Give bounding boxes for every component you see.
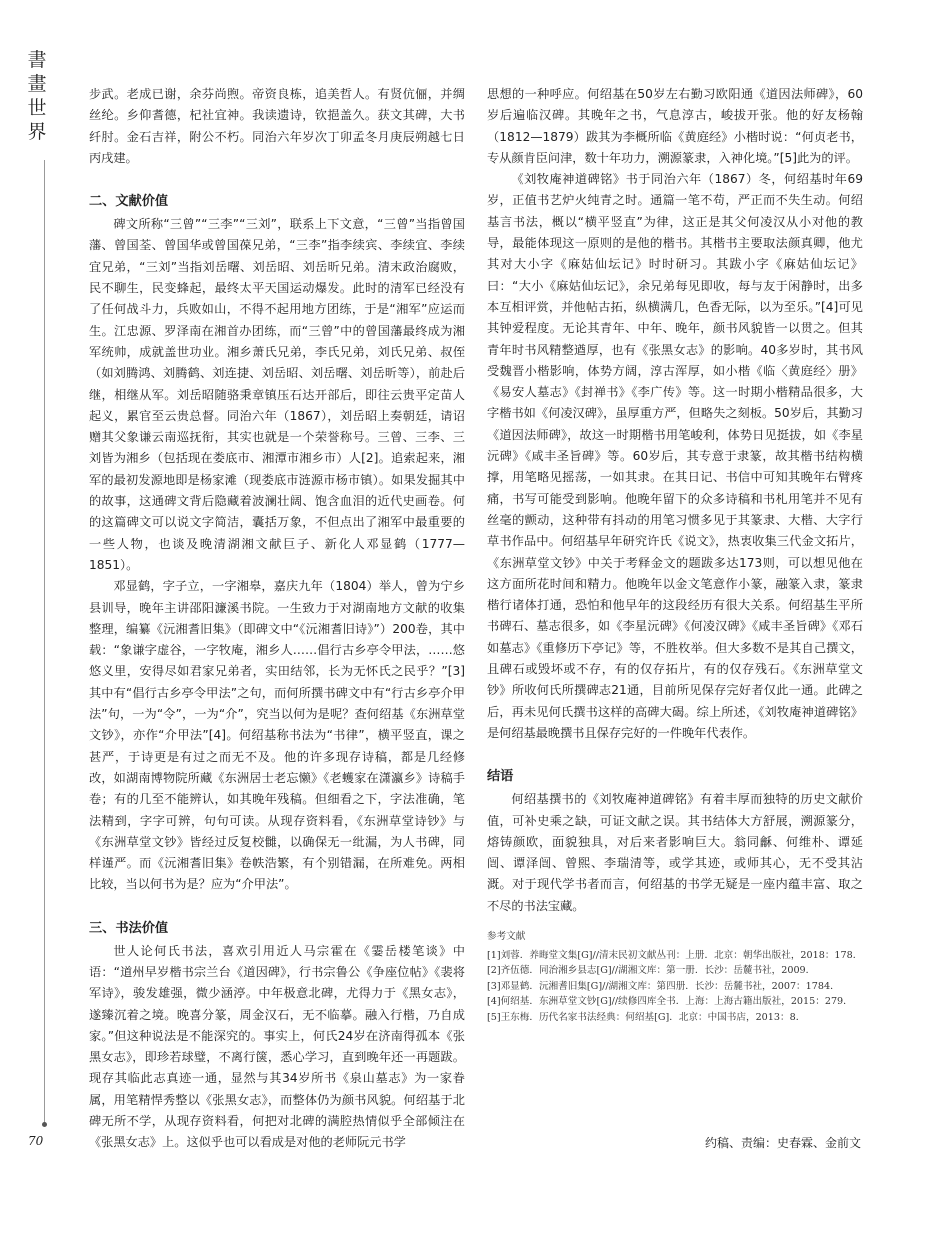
section-heading-calligraphy-value: 三、书法价值	[89, 920, 169, 936]
section-heading-documentary-value: 二、文献价值	[89, 194, 169, 210]
references-title: 参考文献	[487, 930, 526, 942]
body-paragraph: 世人论何氏书法，喜欢引用近人马宗霍在《霎岳楼笔谈》中语：“道州早岁楷书宗兰台《道因碑》，行书宗鲁公《争座位帖》《裴将军诗》，骏发雄强，微少涵渟。中年极意北碑，尤得力于《黑女志》，遂臻沉着之境。晚喜分篆，周金汉石，无不临摹。融入行楷，乃自成家。”但这种说法是不能深究的。事实上，何氏24岁在济南得孤本《张黑女志》，即珍若球璧，不离行箧，悉心学习，直到晚年还一再题跋。现存其临此志真迹一通，显然与其34岁所书《泉山墓志》为一家眷属，用笔精悍秀整以《张黑女志》，而整体仍为颜书风貌。何绍基于北碑无所不学，从现存资料看，何把对北碑的满腔热情似乎全部倾注在《张黑女志》上。这似乎也可以看成是对他的老师阮元书学	[89, 943, 465, 1150]
reference-item: [5]王东梅．历代名家书法经典：何绍基[G]．北京：中国书店，2013：8．	[487, 1011, 806, 1023]
left-column	[89, 84, 465, 1154]
conclusion-paragraph: 何绍基撰书的《刘牧庵神道碑铭》有着丰厚而独特的历史文献价值，可补史乘之缺，可证文献之误。其书结体大方舒展，溯源篆分，熔铸颜欧，面貌独具，对后来者影响巨大。翁同龢、何维朴、谭延闿、谭泽闿、曾熙、李瑞清等，或学其迹，或师其心，无不受其沾溉。对于现代学书者而言，何绍基的书学无疑是一座内蕴丰富、取之不尽的书法宝藏。	[487, 792, 863, 913]
editor-credit: 约稿、责编：史春霖、金前文	[704, 1136, 861, 1150]
sidebar-divider	[44, 160, 45, 1125]
reference-item: [4]何绍基．东洲草堂文钞[G]//续修四库全书．上海：上海古籍出版社，2015：279．	[487, 996, 853, 1008]
reference-item: [3]邓显鹤．沅湘耆旧集[G]//湖湘文库：第四册．长沙：岳麓书社，2007：1784．	[487, 980, 840, 992]
body-paragraph: 碑文所称“三曾”“三李”“三刘”，联系上下文意，“三曾”当指曾国藩、曾国荃、曾国华或曾国葆兄弟，“三李”指李续宾、李续宜、李续宜兄弟，“三刘”当指刘岳曙、刘岳昭、刘岳昕兄弟。清末政治腐败，民不聊生，民变蜂起，最终太平天国运动爆发。此时的清军已经没有了任何战斗力，兵败如山，不得不起用地方团练，于是“湘军”应运而生。江忠源、罗泽南在湘首办团练，而“三曾”中的曾国藩最终成为湘军统帅，成就盖世功业。湘乡萧氏兄弟，李氏兄弟，刘氏兄弟、叔侄（如刘腾鸿、刘腾鹤、刘连捷、刘岳昭、刘岳曙、刘岳昕等），前赴后继，相继从军。刘岳昭随骆秉章镇压石达开部后，即往云贵平定苗人起义，累官至云贵总督。同治六年（1867），刘岳昭上奏朝廷，请诏赠其父象谦云南巡抚衔，其实也就是一个荣誉称号。三曾、三李、三刘皆为湘乡（包括现在娄底市、湘潭市湘乡市）人[2]。追索起来，湘军的最初发源地即是杨家滩（现娄底市涟源市杨市镇）。如果发掘其中的故事，这通碑文背后隐藏着波澜壮阔、饱含血泪的近代史画卷。何的这篇碑文可以说文字简洁，囊括万象，不但点出了湘军中最重要的一些人物，也谈及晚清湖湘文献巨子、新化人邓显鹤（1777—1851）。	[89, 217, 465, 572]
body-paragraph: 邓显鹤，字子立，一字湘皋，嘉庆九年（1804）举人，曾为宁乡县训导，晚年主讲邵阳濂溪书院。一生致力于对湖南地方文献的收集整理，编纂《沅湘耆旧集》（即碑文中“《沅湘耆旧诗》”）200卷，其中载：“象谦字虚谷，一字牧庵，湘乡人……倡行古乡亭令甲法，……悠悠义里，安得尽如君家兄弟者，实田结邻，长为无怀氏之民乎？”[3]其中有“倡行古乡亭令甲法”之句，而何所撰书碑文中有“行古乡亭介甲法”句，一为“令”，一为“介”，究当以何为是呢？查何绍基《东洲草堂文钞》，亦作“介甲法”[4]。何绍基称书法为“书律”，横平竖直，课之甚严，于诗更是有过之而无不及。他的许多现存诗稿，都是几经修改，如湖南博物院所藏《东洲居士老忘懒》《老蠖家在潇瀛乡》诗稿手卷；有的几至不能辨认，如其晚年残稿。但细看之下，字法准确，笔法精到，字字可辨，句句可读。从现存资料看，《东洲草堂诗钞》与《东洲草堂文钞》皆经过反复校雠，以确保无一纰漏，为人书碑，同样谨严。而《沅湘耆旧集》卷帙浩繁，有个别错漏，在所难免。两相比较，当以何书为是？应为“介甲法”。	[89, 579, 465, 892]
reference-item: [1]刘蓉．养晦堂文集[G]//清末民初文献丛刊：上册．北京：朝华出版社，2018：178．	[487, 949, 863, 961]
references	[487, 929, 863, 1026]
body-paragraph-continued: 思想的一种呼应。何绍基在50岁左右勤习欧阳通《道因法师碑》，60岁后遍临汉碑。其晚年之书，气息淳古，峻拔开张。他的好友杨翰（1812—1879）跋其为李概所临《黄庭经》小楷时说：“何贞老书，专从颜肯臣问津，数十年功力，溯源篆隶，入神化境。”[5]此为的评。	[487, 87, 863, 165]
magazine-logo: 書畫世界	[27, 49, 47, 143]
reference-item: [2]齐伍德．同治湘乡县志[G]//湖湘文库：第一册．长沙：岳麓书社，2009．	[487, 965, 816, 977]
page-marker-dot	[42, 1122, 47, 1127]
page-number: 70	[28, 1134, 44, 1148]
opening-paragraph: 步武。老成已谢，余芬尚煦。帝资良栋，追美哲人。有贤伉俪，并绸丝纶。乡仰耆德，杞社宜神。我读遗诗，钦挹盖久。获文其碑，大书纤肘。金石吉祥，附公不朽。同治六年岁次丁卯孟冬月庚辰朔越七日丙戌建。	[89, 87, 465, 165]
sidebar	[0, 0, 70, 1260]
right-column	[487, 84, 863, 1026]
body-paragraph: 《刘牧庵神道碑铭》书于同治六年（1867）冬，何绍基时年69岁，正值书艺炉火纯青之时。通篇一笔不苟，严正而不失生动。何绍基言书法，概以“横平竖直”为律，这正是其父何凌汉从小对他的教导，最能体现这一原则的是他的楷书。其楷书主要取法颜真卿，他尤其对大小字《麻姑仙坛记》时时研习。其跋小字《麻姑仙坛记》曰：“大小《麻姑仙坛记》，余兄弟每见即收，每与友于闲静时，出多本互相评赏，并他帖古拓，纵横满几，色香无际，以为至乐。”[4]可见其钟爱程度。无论其青年、中年、晚年，颜书风貌皆一以贯之。但其青年时书风精整遒厚，也有《张黑女志》的影响。40多岁时，其书风受魏晋小楷影响，体势方阔，淳古浑厚，如小楷《临〈黄庭经〉册》《易安人墓志》《封禅书》《李广传》等。这一时期小楷精品很多，大字楷书如《何凌汉碑》，虽厚重方严，但略失之刻板。50岁后，其勤习《道因法师碑》，故这一时期楷书用笔峻利，体势日见挺拔，如《李星沅碑》《咸丰圣旨碑》等。60岁后，其专意于隶篆，故其楷书结构横撑，用笔略见摇荡，一如其隶。在其日记、书信中可知其晚年右臂疼痛，书写可能受到影响。他晚年留下的众多诗稿和书札用笔并不见有丝毫的颤动，这种带有抖动的用笔习惯多见于其篆隶、大楷、大字行草书作品中。何绍基早年研究许氏《说文》，热衷收集三代金文拓片，《东洲草堂文钞》中关于考释金文的题跋多达173则，可以想见他在这方面所花时间和精力。他晚年以金文笔意作小篆，融篆入隶，篆隶楷行诸体打通，恐怕和他早年的这段经历有很大关系。何绍基生平所书碑石、墓志很多，如《李星沅碑》《何凌汉碑》《咸丰圣旨碑》《邓石如墓志》《重修历下亭记》等，不胜枚举。但大多数不是其自己撰文，且碑石或毁坏或不存，有的仅存拓片，有的仅存残石。《东洲草堂文钞》所收何氏所撰碑志21通，目前所见保存完好者仅此一通。此碑之后，再未见何氏撰书这样的高碑大碣。综上所述，《刘牧庵神道碑铭》是何绍基最晚撰书且保存完好的一件晚年代表作。	[487, 172, 863, 740]
section-heading-conclusion: 结语	[487, 769, 514, 785]
